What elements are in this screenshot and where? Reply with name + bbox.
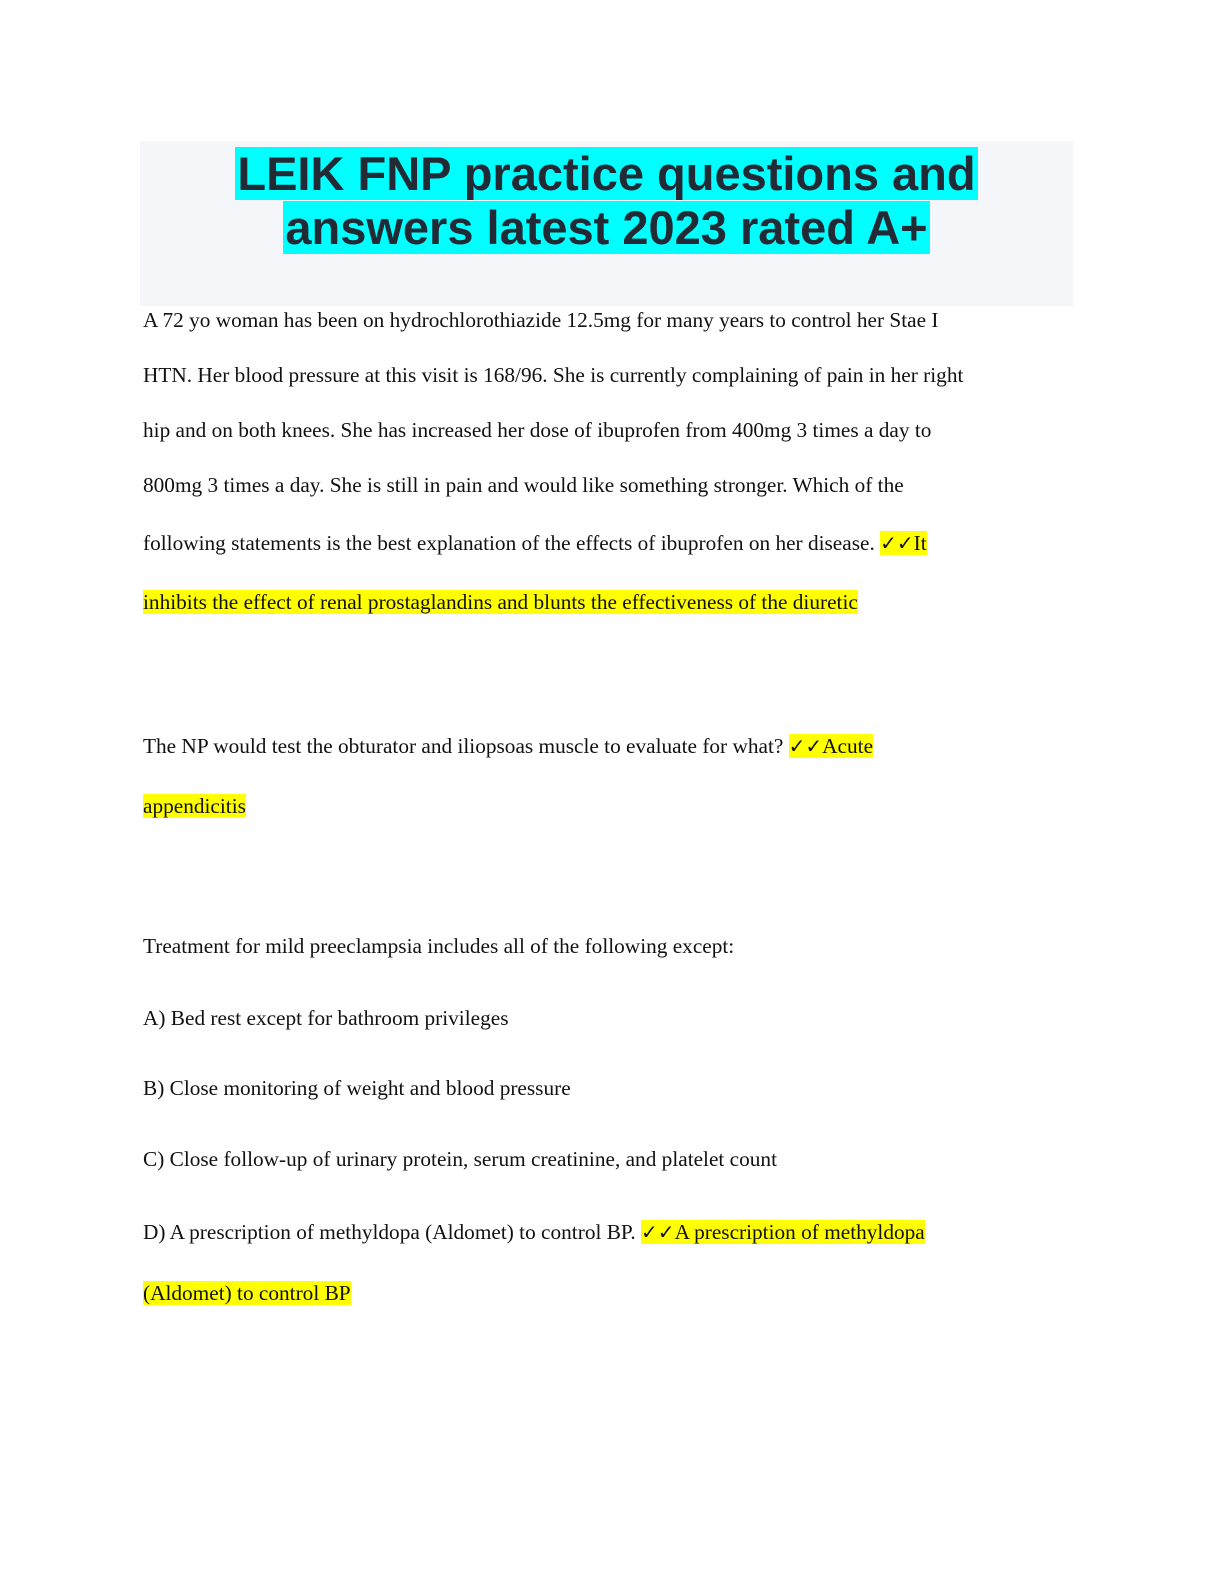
- q1-line-4: 800mg 3 times a day. She is still in pain and would like something stronger. Which of the: [143, 473, 904, 497]
- q2-answer-start: [789, 734, 873, 758]
- q1-line-2: HTN. Her blood pressure at this visit is 168/96. She is currently complaining of pain in her right: [143, 363, 964, 387]
- check-icon: ✓✓: [788, 734, 823, 758]
- q1-line-5: [143, 531, 927, 556]
- q1-answer-start: [880, 531, 927, 555]
- check-icon: ✓✓: [880, 531, 914, 555]
- q2-answer-part-1: Acute: [822, 734, 874, 758]
- q1-answer-line-2: [143, 590, 858, 615]
- q1-answer-part-2: inhibits the effect of renal prostaglandins and blunts the effectiveness of the diuretic: [143, 590, 858, 614]
- q3-option-c: C) Close follow-up of urinary protein, serum creatinine, and platelet count: [143, 1147, 777, 1171]
- q2-question: The NP would test the obturator and iliopsoas muscle to evaluate for what?: [143, 734, 784, 758]
- q2-line-2: [143, 794, 246, 819]
- q3-option-d-line: [143, 1220, 925, 1245]
- q1-line-1: A 72 yo woman has been on hydrochlorothiazide 12.5mg for many years to control her Stae I: [143, 308, 939, 332]
- q3-answer-part-1: A prescription of methyldopa: [674, 1220, 925, 1244]
- q1-answer-part-1: It: [913, 531, 927, 555]
- title-line-1: LEIK FNP practice questions and: [237, 147, 976, 200]
- q3-option-a: A) Bed rest except for bathroom privileges: [143, 1006, 509, 1030]
- q3-option-d: D) A prescription of methyldopa (Aldomet) to control BP.: [143, 1220, 636, 1244]
- document-title: [140, 147, 1073, 258]
- q1-question-end: following statements is the best explanation of the effects of ibuprofen on her disease.: [143, 531, 875, 555]
- q2-answer-part-2: appendicitis: [143, 794, 246, 818]
- check-icon: ✓✓: [641, 1220, 675, 1244]
- title-line-2: answers latest 2023 rated A+: [285, 201, 928, 254]
- q1-line-3: hip and on both knees. She has increased her dose of ibuprofen from 400mg 3 times a day to: [143, 418, 932, 442]
- q3-answer-start: [641, 1220, 925, 1244]
- q3-answer-part-2: (Aldomet) to control BP: [143, 1281, 351, 1305]
- q3-answer-line-2: [143, 1281, 351, 1306]
- document-title-box: [140, 141, 1073, 306]
- q3-question: Treatment for mild preeclampsia includes all of the following except:: [143, 934, 735, 958]
- q3-option-b: B) Close monitoring of weight and blood pressure: [143, 1076, 571, 1100]
- q2-line-1: [143, 734, 873, 759]
